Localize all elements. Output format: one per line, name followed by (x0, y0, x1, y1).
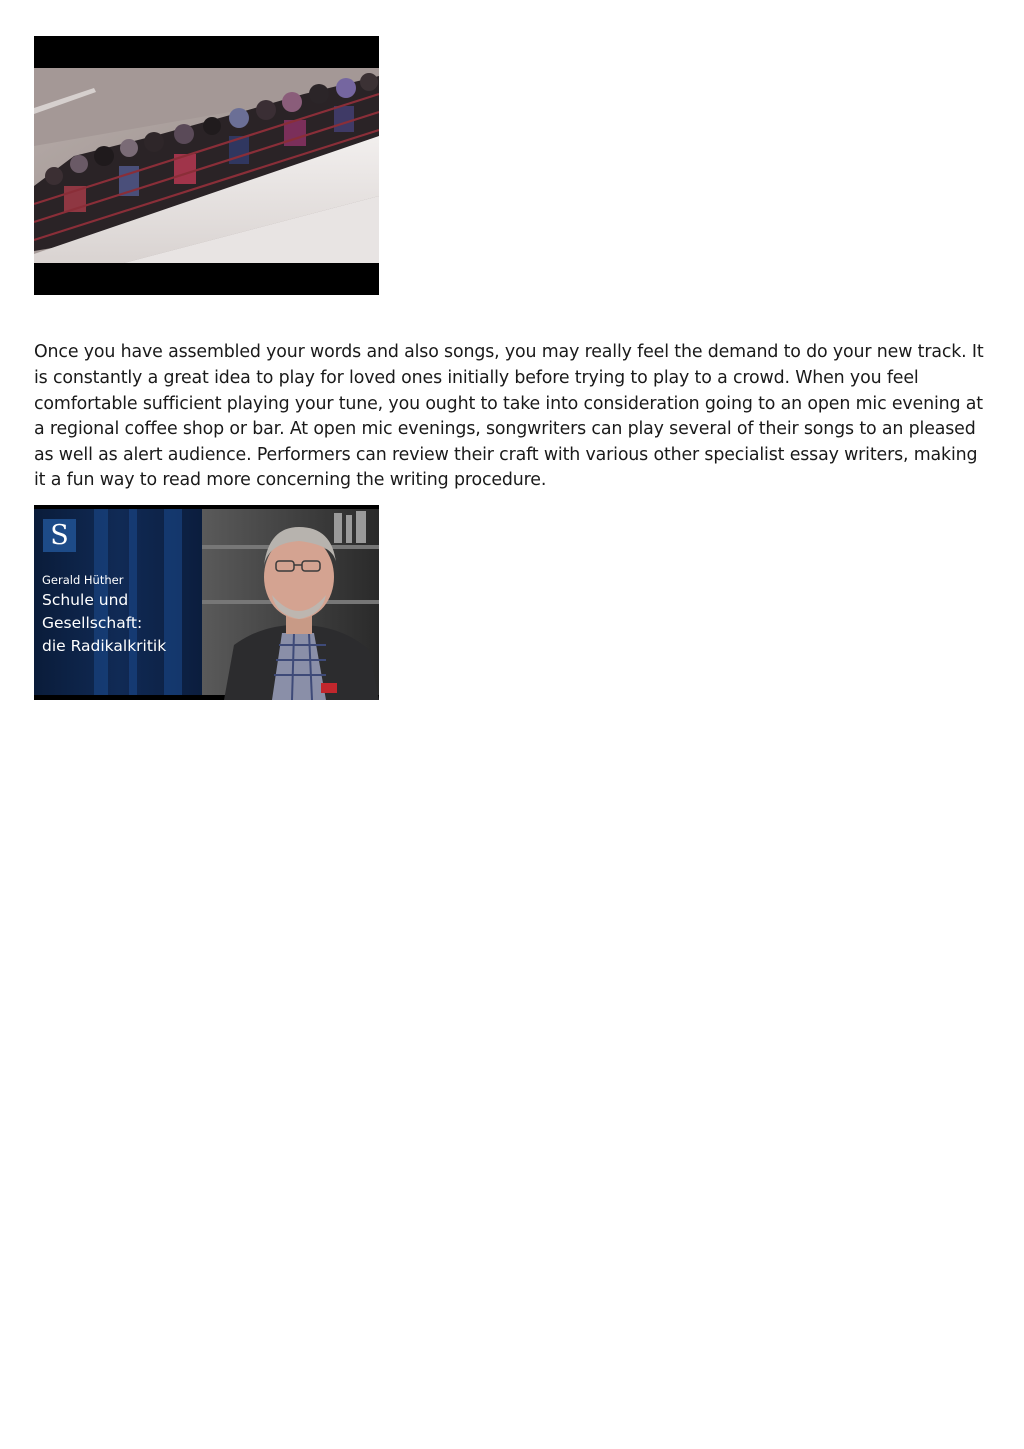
video-title-line-2: Gesellschaft: (42, 614, 143, 632)
video-thumbnail-crowd[interactable] (34, 36, 379, 295)
channel-logo: S (43, 519, 76, 552)
speaker-name: Gerald Hüther (42, 573, 124, 587)
crowd-balcony-image (34, 36, 379, 295)
video-title-line-1: Schule und (42, 591, 129, 609)
body-paragraph: Once you have assembled your words and also songs, you may really feel the demand to do your new track. It is constantly a great idea to play for loved ones initially before trying to play to a crowd. When you feel comfortable sufficient playing your tune, you ought to take into consideration going to an open mic evening at a regional coffee shop or bar. At open mic evenings, songwriters can play several of their songs to an pleased as well as alert audience. Performers can review their craft with various other specialist essay writers, making it a fun way to read more concerning the writing procedure. (34, 342, 984, 491)
video-thumbnail-interview[interactable] (34, 505, 379, 700)
video-title-line-3: die Radikalkritik (42, 637, 167, 655)
